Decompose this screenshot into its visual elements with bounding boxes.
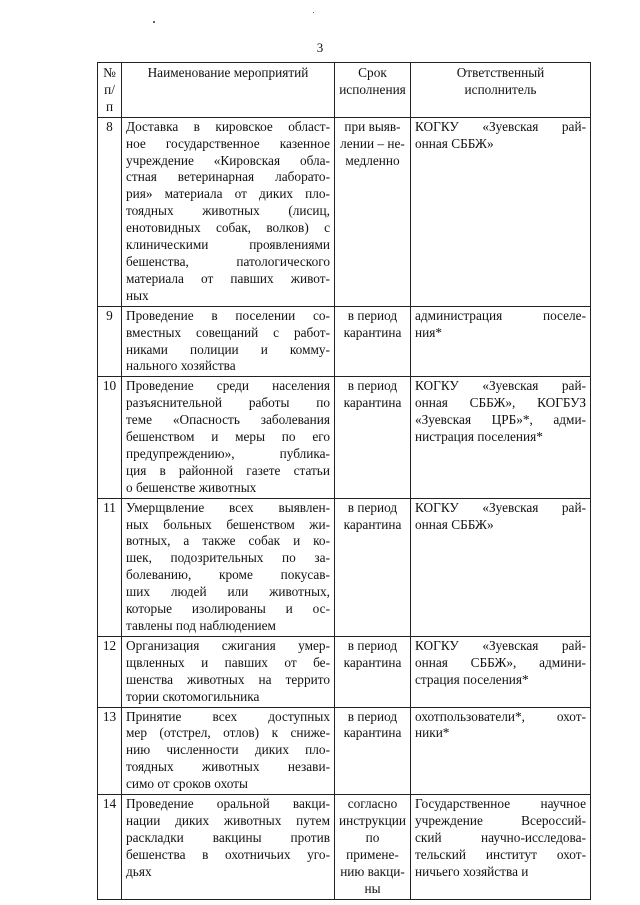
measure-name-cell [122, 117, 335, 306]
cell-line: лении – не- [340, 135, 405, 151]
cell-line: онная СББЖ», админи- [415, 654, 586, 670]
cell-line: раскладки вакцины против [126, 829, 330, 845]
cell-line: нию вакци- [340, 863, 405, 879]
cell-line: онная СББЖ», КОГБУЗ [415, 395, 586, 411]
measure-name-cell [122, 306, 335, 377]
measure-name-cell [122, 707, 335, 795]
cell-line: карантина [343, 395, 402, 411]
cell-line: при выяв- [344, 118, 401, 134]
cell-line: ших людей или животных, [126, 584, 330, 600]
cell-line: тории скотомогильника [126, 688, 260, 704]
cell-line: КОГКУ «Зуевская рай- [415, 378, 586, 394]
cell-line: ники* [415, 725, 450, 741]
scan-speck [153, 21, 155, 23]
table-row [98, 707, 591, 795]
cell-line: вместных совещаний с работ- [126, 324, 330, 340]
cell-line: тоядных животных (лисиц, [126, 203, 330, 219]
cell-line: карантина [343, 516, 402, 532]
cell-line: КОГКУ «Зуевская рай- [415, 637, 586, 653]
cell-line: нального хозяйства [126, 358, 236, 374]
cell-line: которые изолированы и ос- [126, 601, 330, 617]
term-cell [335, 707, 411, 795]
cell-line: стная ветеринарная лаборато- [126, 169, 330, 185]
cell-line: бешенства в охотничьих уго- [126, 846, 330, 862]
cell-line: щвленных и павших от бе- [126, 654, 330, 670]
table-row [98, 498, 591, 636]
measure-name-cell [122, 795, 335, 899]
header-number [98, 63, 122, 118]
header-term [335, 63, 411, 118]
cell-line: предупреждению», публика- [126, 445, 330, 461]
responsible-cell [411, 707, 591, 795]
cell-line: в период [347, 708, 398, 724]
cell-line: администрация поселе- [415, 307, 586, 323]
term-cell [335, 117, 411, 306]
cell-line: согласно [347, 796, 398, 812]
responsible-cell [411, 117, 591, 306]
cell-line: нистрация поселения* [415, 429, 543, 445]
term-cell [335, 498, 411, 636]
term-cell [335, 306, 411, 377]
cell-line: ное государственное казенное [126, 135, 330, 151]
term-cell [335, 636, 411, 707]
term-cell [335, 377, 411, 498]
cell-line: медленно [345, 152, 400, 168]
table-row [98, 377, 591, 498]
term-cell [335, 795, 411, 899]
cell-line: Принятие всех доступных [126, 708, 330, 724]
cell-line: № [103, 65, 116, 80]
page-number: 3 [316, 40, 324, 55]
cell-line: карантина [343, 725, 402, 741]
scan-speck [313, 12, 314, 13]
cell-line: Доставка в кировское област- [126, 118, 330, 134]
header-responsible [411, 63, 591, 118]
cell-line: вотных, а также собак и ко- [126, 533, 330, 549]
cell-line: ны [364, 880, 381, 896]
cell-line: рия» материала от диких пло- [126, 186, 330, 202]
cell-line: Государственное научное [415, 796, 586, 812]
cell-line: КОГКУ «Зуевская рай- [415, 118, 586, 134]
cell-line: мер (отстрел, отлов) к сниже- [126, 725, 330, 741]
responsible-cell [411, 498, 591, 636]
cell-line: онная СББЖ» [415, 516, 494, 532]
cell-line: охотпользователи*, охот- [415, 708, 586, 724]
cell-line: бешенством и меры по его [126, 429, 330, 445]
responsible-cell [411, 636, 591, 707]
table-row [98, 117, 591, 306]
responsible-cell [411, 377, 591, 498]
cell-line: шенства животных на террито [126, 671, 330, 687]
cell-line: в период [347, 307, 398, 323]
cell-line: материала от павших живот- [126, 270, 330, 286]
measure-name-cell [122, 377, 335, 498]
cell-line: инструкции [339, 812, 407, 828]
cell-line: карантина [343, 324, 402, 340]
row-number: 8 [98, 117, 122, 306]
cell-line: теме «Опасность заболевания [126, 412, 330, 428]
table-header-row [98, 63, 591, 118]
cell-line: учреждение Всероссий- [415, 812, 586, 828]
cell-line: тельский институт охот- [415, 846, 586, 862]
measure-name-cell [122, 636, 335, 707]
cell-line: о бешенстве животных [126, 479, 257, 495]
cell-line: ничьего хозяйства и [415, 863, 529, 879]
cell-line: учреждение «Кировская обла- [126, 152, 330, 168]
cell-line: карантина [343, 654, 402, 670]
cell-line: нации диких животных путем [126, 812, 330, 828]
row-number: 14 [98, 795, 122, 899]
cell-line: по примене- [346, 829, 399, 862]
cell-line: разъяснительной работы по [126, 395, 330, 411]
cell-line: ных [126, 287, 149, 303]
measures-table [97, 62, 591, 900]
table-row [98, 306, 591, 377]
cell-line: ция в районной газете статьи [126, 462, 330, 478]
header-name [122, 63, 335, 118]
responsible-cell [411, 306, 591, 377]
cell-line: Наименование мероприятий [147, 65, 309, 80]
responsible-cell [411, 795, 591, 899]
cell-line: исполнитель [464, 81, 537, 97]
cell-line: ния* [415, 324, 442, 340]
cell-line: клиническими проявлениями [126, 237, 330, 253]
measure-name-cell [122, 498, 335, 636]
cell-line: Проведение среди населения [126, 378, 330, 394]
row-number: 9 [98, 306, 122, 377]
cell-line: ский научно-исследова- [415, 829, 586, 845]
cell-line: Проведение в поселении со- [126, 307, 330, 323]
cell-line: Ответственный [456, 65, 545, 80]
cell-line: шек, подозрительных по за- [126, 550, 330, 566]
cell-line: Проведение оральной вакци- [126, 796, 330, 812]
cell-line: ных больных бешенством жи- [126, 516, 330, 532]
cell-line: тавлены под наблюдением [126, 618, 276, 633]
row-number: 13 [98, 707, 122, 795]
cell-line: симо от сроков охоты [126, 776, 248, 792]
cell-line: «Зуевская ЦРБ»*, адми- [415, 412, 586, 428]
cell-line: Умерщвление всех выявлен- [126, 499, 330, 515]
cell-line: исполнения [339, 81, 406, 97]
cell-line: дьях [126, 863, 152, 879]
table-row [98, 636, 591, 707]
cell-line: КОГКУ «Зуевская рай- [415, 499, 586, 515]
table-row [98, 795, 591, 899]
cell-line: в период [347, 637, 398, 653]
cell-line: никами полиции и комму- [126, 341, 330, 357]
cell-line: Срок [358, 65, 387, 80]
cell-line: п/п [104, 81, 115, 114]
cell-line: Организация сжигания умер- [126, 637, 330, 653]
cell-line: енотовидных собак, волков) с [126, 220, 330, 236]
cell-line: тоядных животных незави- [126, 759, 330, 775]
cell-line: болеванию, кроме покусав- [126, 567, 330, 583]
row-number: 12 [98, 636, 122, 707]
cell-line: онная СББЖ» [415, 135, 494, 151]
cell-line: бешенства, патологического [126, 253, 330, 269]
row-number: 10 [98, 377, 122, 498]
cell-line: в период [347, 499, 398, 515]
row-number: 11 [98, 498, 122, 636]
cell-line: в период [347, 378, 398, 394]
cell-line: страция поселения* [415, 671, 529, 687]
cell-line: нию численности диких пло- [126, 742, 330, 758]
